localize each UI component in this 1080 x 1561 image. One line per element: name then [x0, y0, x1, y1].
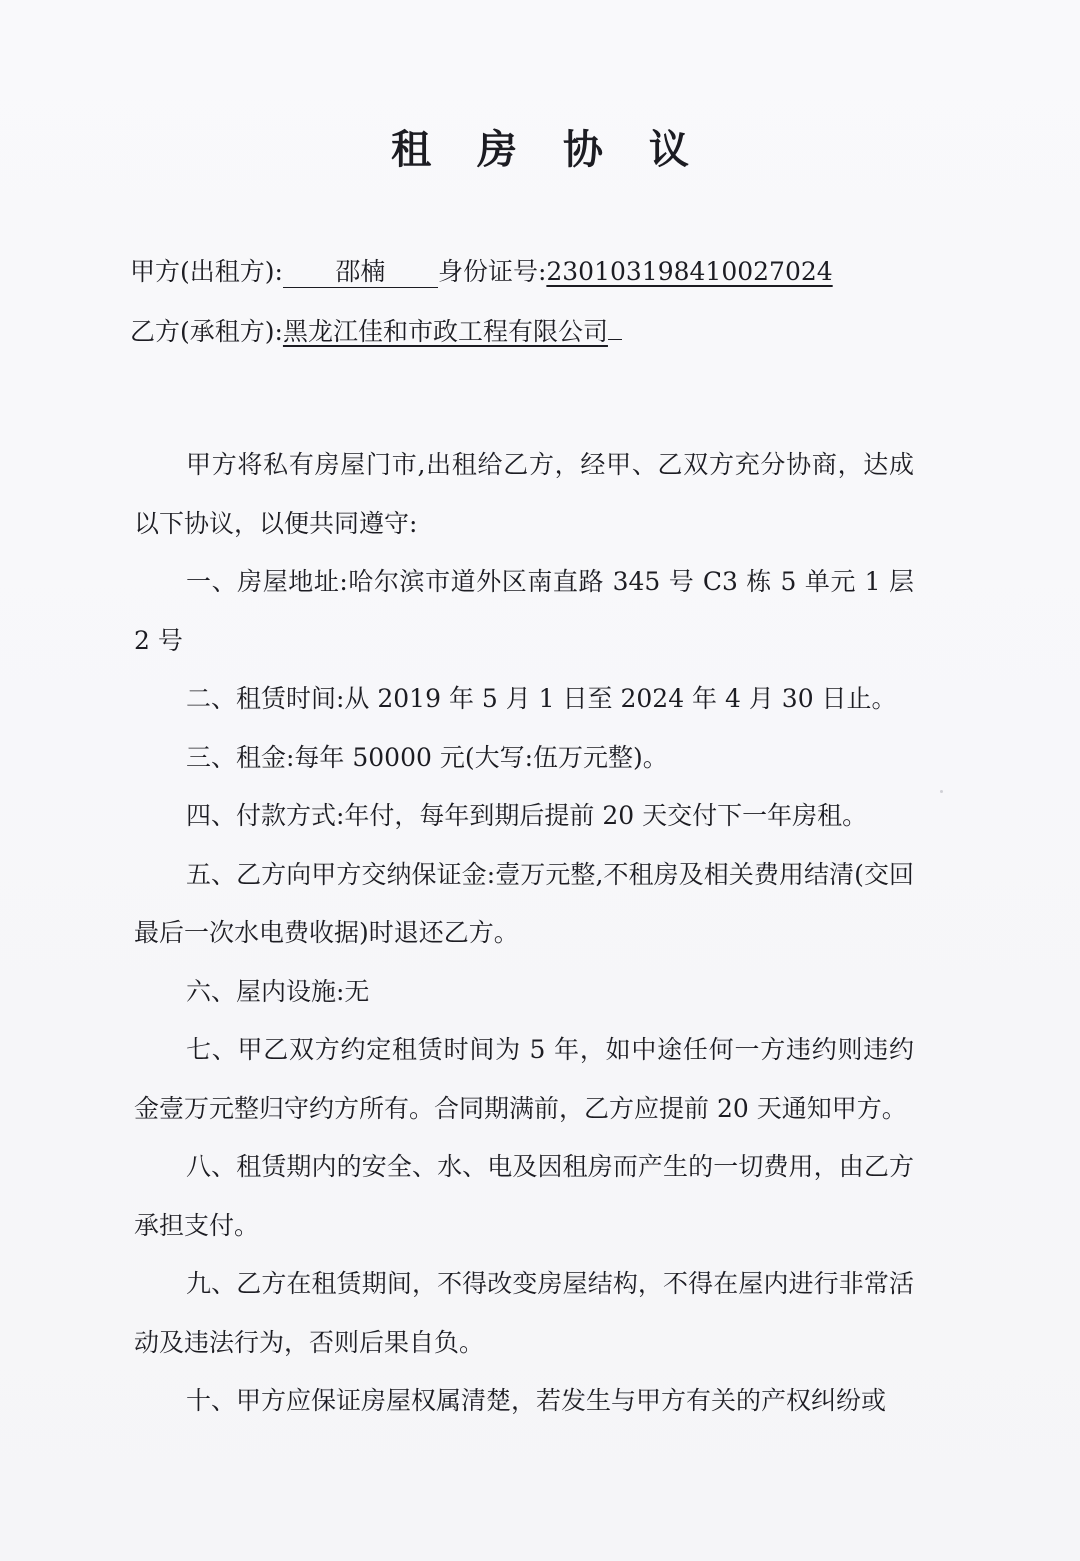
clause-2-term: 二、租赁时间:从 2019 年 5 月 1 日至 2024 年 4 月 30 日止。: [186, 684, 897, 713]
party-b-label: 乙方(承租方):: [130, 317, 283, 346]
party-a-id-number: 230103198410027024: [546, 257, 833, 286]
clause-4-payment: 四、付款方式:年付，每年到期后提前 20 天交付下一年房租。: [186, 801, 868, 830]
party-a-label: 甲方(出租方):: [130, 257, 283, 286]
party-b-name: 黑龙江佳和市政工程有限公司: [282, 317, 608, 346]
clause-5-deposit: 五、乙方向甲方交纳保证金:壹万元整,不租房及相关费用结清(交回最后一次水电费收据)时退还乙方。: [134, 859, 914, 947]
agreement-body: [134, 436, 914, 1431]
party-b-line: [130, 312, 622, 348]
party-a-line: [130, 252, 833, 288]
scan-speck: [940, 790, 943, 793]
party-a-name: 邵楠: [283, 257, 438, 288]
clause-6-facilities: 六、屋内设施:无: [186, 976, 370, 1006]
clause-10-ownership: 十、甲方应保证房屋权属清楚，若发生与甲方有关的产权纠纷或: [186, 1386, 887, 1415]
party-b-trailing-blank: [608, 339, 622, 340]
intro-paragraph: 甲方将私有房屋门市,出租给乙方，经甲、乙双方充分协商，达成以下协议，以便共同遵守:: [134, 450, 914, 538]
party-a-id-label: 身份证号:: [437, 257, 547, 286]
clause-7-breach: 七、甲乙双方约定租赁时间为 5 年，如中途任何一方违约则违约金壹万元整归守约方所有。合同期满前，乙方应提前 20 天通知甲方。: [134, 1035, 914, 1123]
document-title: 租 房 协 议: [391, 126, 705, 173]
clause-9-structure: 九、乙方在租赁期间，不得改变房屋结构，不得在屋内进行非常活动及违法行为，否则后果自负。: [134, 1269, 914, 1357]
clause-3-rent: 三、租金:每年 50000 元(大写:伍万元整)。: [186, 742, 668, 772]
clause-1-address: 一、房屋地址:哈尔滨市道外区南直路 345 号 C3 栋 5 单元 1 层 2 号: [134, 567, 914, 655]
clause-8-expenses: 八、租赁期内的安全、水、电及因租房而产生的一切费用，由乙方承担支付。: [134, 1152, 914, 1240]
